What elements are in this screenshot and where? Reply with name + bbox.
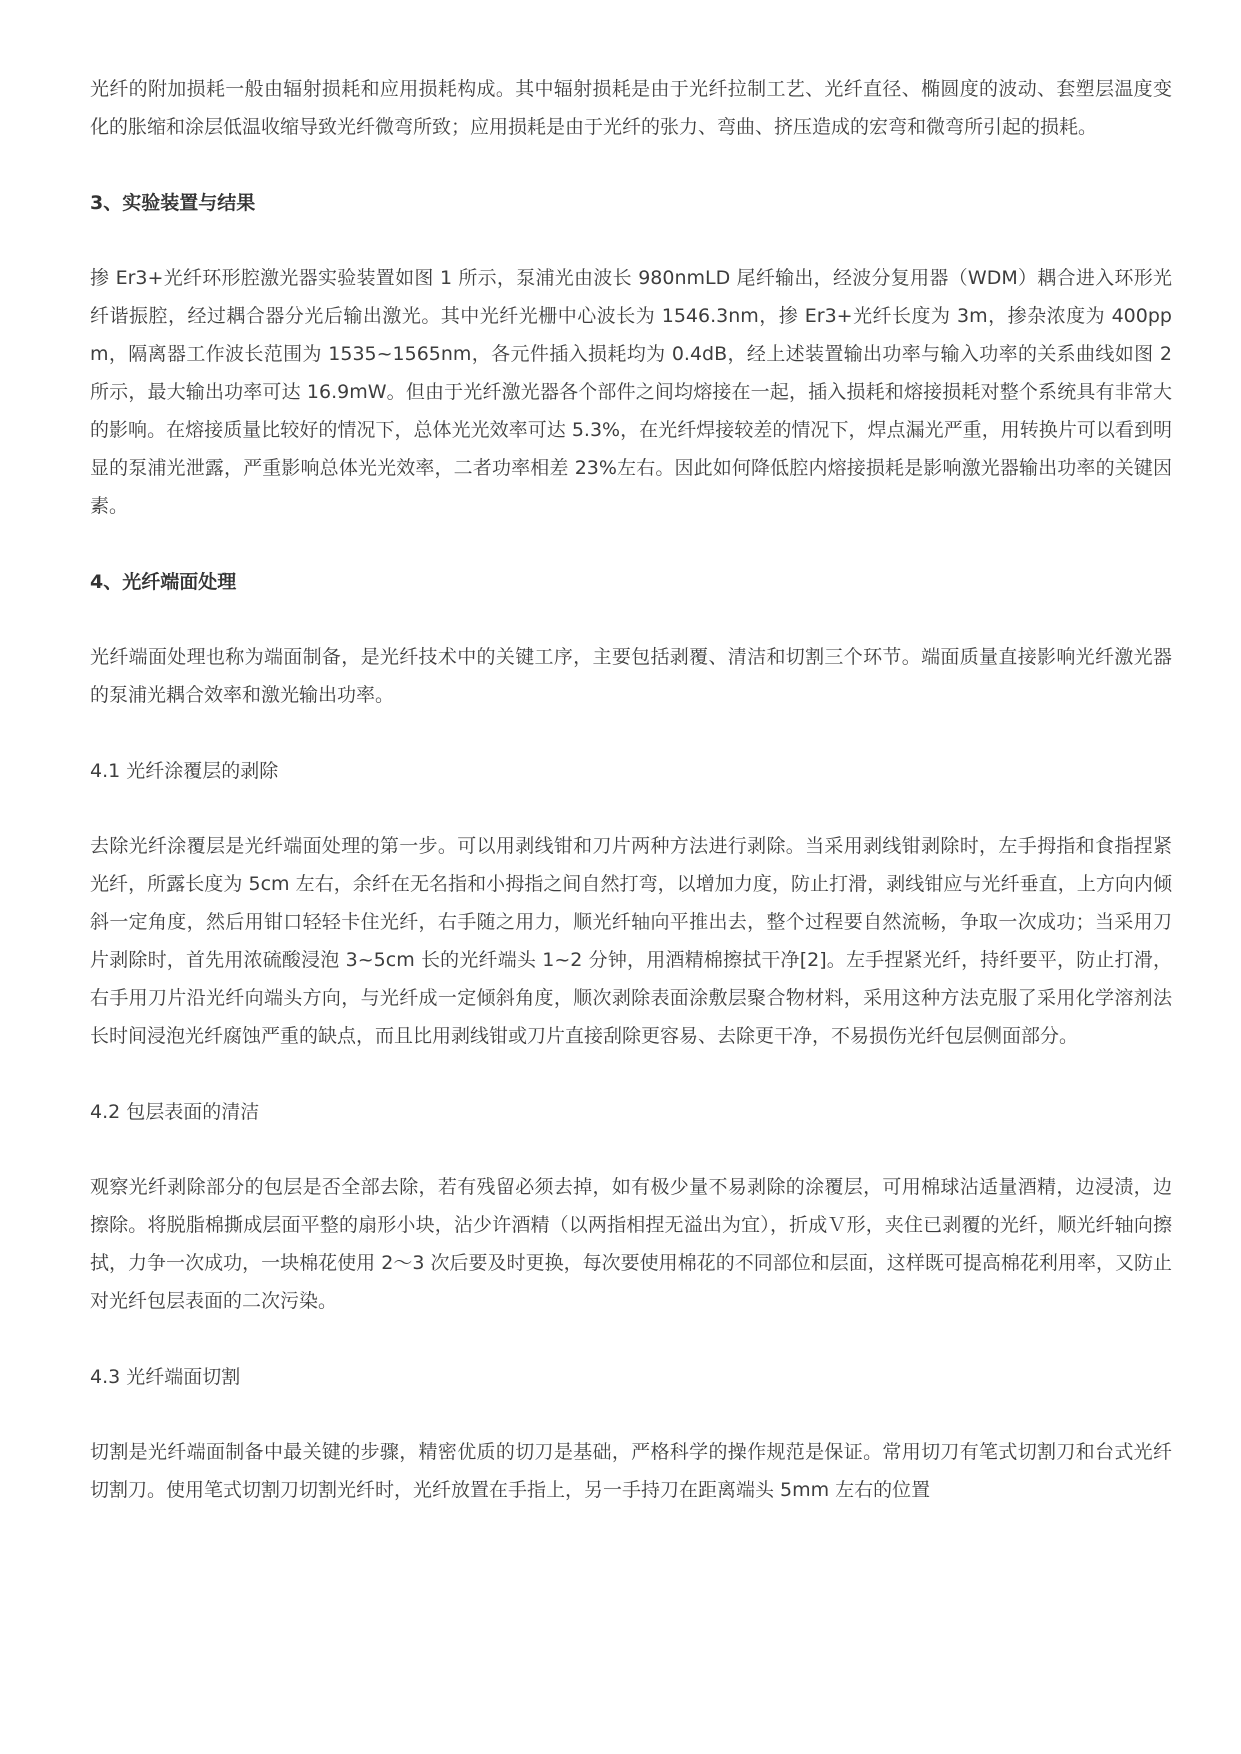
- paragraph-coating-removal: 去除光纤涂覆层是光纤端面处理的第一步。可以用剥线钳和刀片两种方法进行剥除。当采用剥线钳剥除时，左手拇指和食指捏紧光纤，所露长度为 5cm 左右，余纤在无名指和小拇指之间自然打弯，以增加力度，防止打滑，剥线钳应与光纤垂直，上方向内倾斜一定角度，然后用钳口轻轻卡住光纤，右手随之用力，顺光纤轴向平推出去，整个过程要自然流畅，争取一次成功；当采用刀片剥除时，首先用浓硫酸浸泡 3~5cm 长的光纤端头 1~2 分钟，用酒精棉擦拭干净[2]。左手捏紧光纤，持纤要平，防止打滑，右手用刀片沿光纤向端头方向，与光纤成一定倾斜角度，顺次剥除表面涂敷层聚合物材料，采用这种方法克服了采用化学溶剂法长时间浸泡光纤腐蚀严重的缺点，而且比用剥线钳或刀片直接刮除更容易、去除更干净，不易损伤光纤包层侧面部分。: [90, 835, 1172, 1047]
- document-page: [90, 70, 1172, 1509]
- subsection-heading-4-1: 4.1 光纤涂覆层的剥除: [90, 760, 279, 782]
- paragraph-cladding-cleaning: 观察光纤剥除部分的包层是否全部去除，若有残留必须去掉，如有极少量不易剥除的涂覆层，可用棉球沾适量酒精，边浸渍，边擦除。将脱脂棉撕成层面平整的扇形小块，沾少许酒精（以两指相捏无溢出为宜），折成Ｖ形，夹住已剥覆的光纤，顺光纤轴向擦拭，力争一次成功，一块棉花使用 2～3 次后要及时更换，每次要使用棉花的不同部位和层面，这样既可提高棉花利用率，又防止对光纤包层表面的二次污染。: [90, 1176, 1172, 1312]
- paragraph-experiment-setup: 掺 Er3+光纤环形腔激光器实验装置如图 1 所示，泵浦光由波长 980nmLD 尾纤输出，经波分复用器（WDM）耦合进入环形光纤谐振腔，经过耦合器分光后输出激光。其中光纤光栅中心波长为 1546.3nm，掺 Er3+光纤长度为 3m，掺杂浓度为 400ppm，隔离器工作波长范围为 1535~1565nm，各元件插入损耗均为 0.4dB，经上述装置输出功率与输入功率的关系曲线如图 2 所示，最大输出功率可达 16.9mW。但由于光纤激光器各个部件之间均熔接在一起，插入损耗和熔接损耗对整个系统具有非常大的影响。在熔接质量比较好的情况下，总体光光效率可达 5.3%，在光纤焊接较差的情况下，焊点漏光严重，用转换片可以看到明显的泵浦光泄露，严重影响总体光光效率，二者功率相差 23%左右。因此如何降低腔内熔接损耗是影响激光器输出功率的关键因素。: [90, 267, 1172, 517]
- paragraph-additional-loss: 光纤的附加损耗一般由辐射损耗和应用损耗构成。其中辐射损耗是由于光纤拉制工艺、光纤直径、椭圆度的波动、套塑层温度变化的胀缩和涂层低温收缩导致光纤微弯所致；应用损耗是由于光纤的张力、弯曲、挤压造成的宏弯和微弯所引起的损耗。: [90, 78, 1172, 138]
- section-heading-3: 3、实验装置与结果: [90, 192, 256, 214]
- subsection-heading-4-3: 4.3 光纤端面切割: [90, 1366, 241, 1388]
- subsection-heading-4-2: 4.2 包层表面的清洁: [90, 1101, 260, 1123]
- paragraph-end-face-intro: 光纤端面处理也称为端面制备，是光纤技术中的关键工序，主要包括剥覆、清洁和切割三个环节。端面质量直接影响光纤激光器的泵浦光耦合效率和激光输出功率。: [90, 646, 1172, 706]
- paragraph-end-face-cleaving: 切割是光纤端面制备中最关键的步骤，精密优质的切刀是基础，严格科学的操作规范是保证。常用切刀有笔式切割刀和台式光纤切割刀。使用笔式切割刀切割光纤时，光纤放置在手指上，另一手持刀在距离端头 5mm 左右的位置: [90, 1441, 1172, 1501]
- section-heading-4: 4、光纤端面处理: [90, 571, 237, 593]
